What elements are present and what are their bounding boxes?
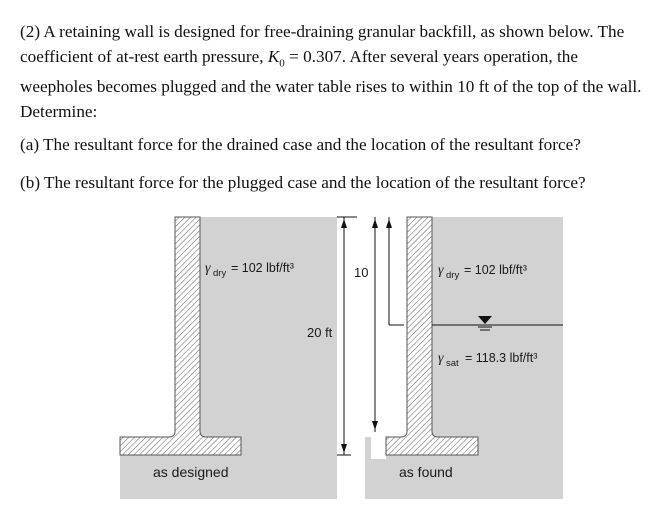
svg-text:γ: γ [438,263,444,278]
water-depth-10-label: 10 [354,265,369,280]
part-a-question: (a) The resultant force for the drained case and the location of the resultant force? [20,135,581,155]
problem-intro: (2) A retaining wall is designed for free-draining granular backfill, as shown below. The coefficient of at-rest earth pressure, $K_0 = 0.307$. After several years operation, the weepholes becomes plugged and the water table rises to within 10 ft of the top of the wall. Determine: [20,22,642,121]
panel-as-designed [120,217,337,499]
svg-text:dry: dry [213,268,227,279]
svg-text:= 118.3 lbf/ft³: = 118.3 lbf/ft³ [465,351,538,365]
svg-text:γ: γ [205,261,211,276]
svg-text:= 102 lbf/ft³: = 102 lbf/ft³ [231,261,294,275]
panel-as-found [365,217,563,499]
caption-as-found: as found [399,464,453,480]
weephole-gap [371,437,386,459]
svg-text:dry: dry [446,270,460,281]
height-20ft-label: 20 ft [307,325,333,340]
caption-as-designed: as designed [153,464,229,480]
backfill-soil-right [432,217,563,437]
k0-symbol: $K_0$ [267,46,285,69]
svg-text:γ: γ [438,351,444,366]
svg-text:sat: sat [446,358,459,369]
svg-text:= 102 lbf/ft³: = 102 lbf/ft³ [464,263,527,277]
part-b-question: (b) The resultant force for the plugged case and the location of the resultant force? [20,172,586,192]
dimension-lines [337,217,404,455]
